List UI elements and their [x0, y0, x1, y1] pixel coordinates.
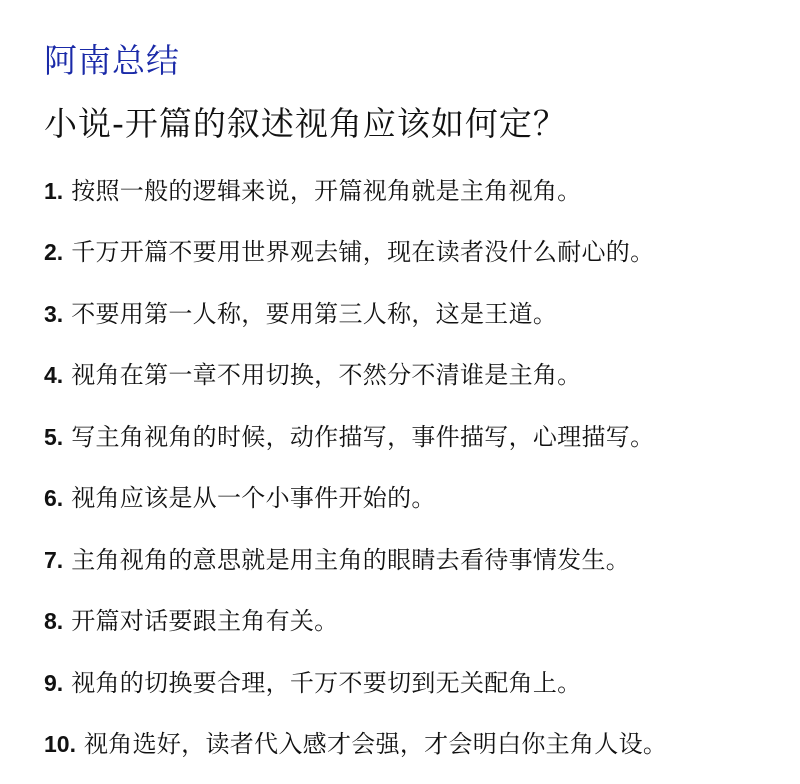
item-text: 视角的切换要合理，千万不要切到无关配角上。 — [71, 668, 582, 697]
summary-list — [44, 160, 784, 775]
item-text: 视角在第一章不用切换，不然分不清谁是主角。 — [71, 361, 582, 390]
item-number: 10. — [44, 731, 76, 758]
item-number: 9. — [44, 669, 64, 696]
list-item — [44, 468, 784, 530]
item-number: 4. — [44, 362, 64, 389]
item-number: 3. — [44, 300, 64, 327]
item-text: 写主角视角的时候，动作描写，事件描写，心理描写。 — [71, 422, 655, 451]
list-item — [44, 406, 784, 468]
list-item — [44, 529, 784, 591]
list-item — [44, 345, 784, 407]
list-item — [44, 283, 784, 345]
edge-artifact — [0, 723, 6, 747]
item-text: 视角应该是从一个小事件开始的。 — [71, 484, 436, 513]
item-number: 7. — [44, 546, 64, 573]
item-text: 按照一般的逻辑来说，开篇视角就是主角视角。 — [71, 176, 582, 205]
list-item — [44, 714, 784, 776]
item-text: 视角选好，读者代入感才会强，才会明白你主角人设。 — [83, 730, 668, 759]
item-text: 开篇对话要跟主角有关。 — [71, 607, 339, 636]
item-text: 主角视角的意思就是用主角的眼睛去看待事情发生。 — [71, 545, 631, 574]
item-number: 2. — [44, 239, 64, 266]
list-item — [44, 652, 784, 714]
list-item — [44, 591, 784, 653]
page-title: 小说-开篇的叙述视角应该如何定？ — [44, 104, 567, 143]
item-number: 8. — [44, 608, 64, 635]
item-number: 6. — [44, 485, 64, 512]
item-text: 千万开篇不要用世界观去铺，现在读者没什么耐心的。 — [71, 238, 655, 267]
item-text: 不要用第一人称，要用第三人称，这是王道。 — [71, 299, 558, 328]
list-item — [44, 160, 784, 222]
list-item — [44, 222, 784, 284]
item-number: 1. — [44, 177, 64, 204]
author-brand: 阿南总结 — [44, 41, 180, 80]
item-number: 5. — [44, 423, 64, 450]
